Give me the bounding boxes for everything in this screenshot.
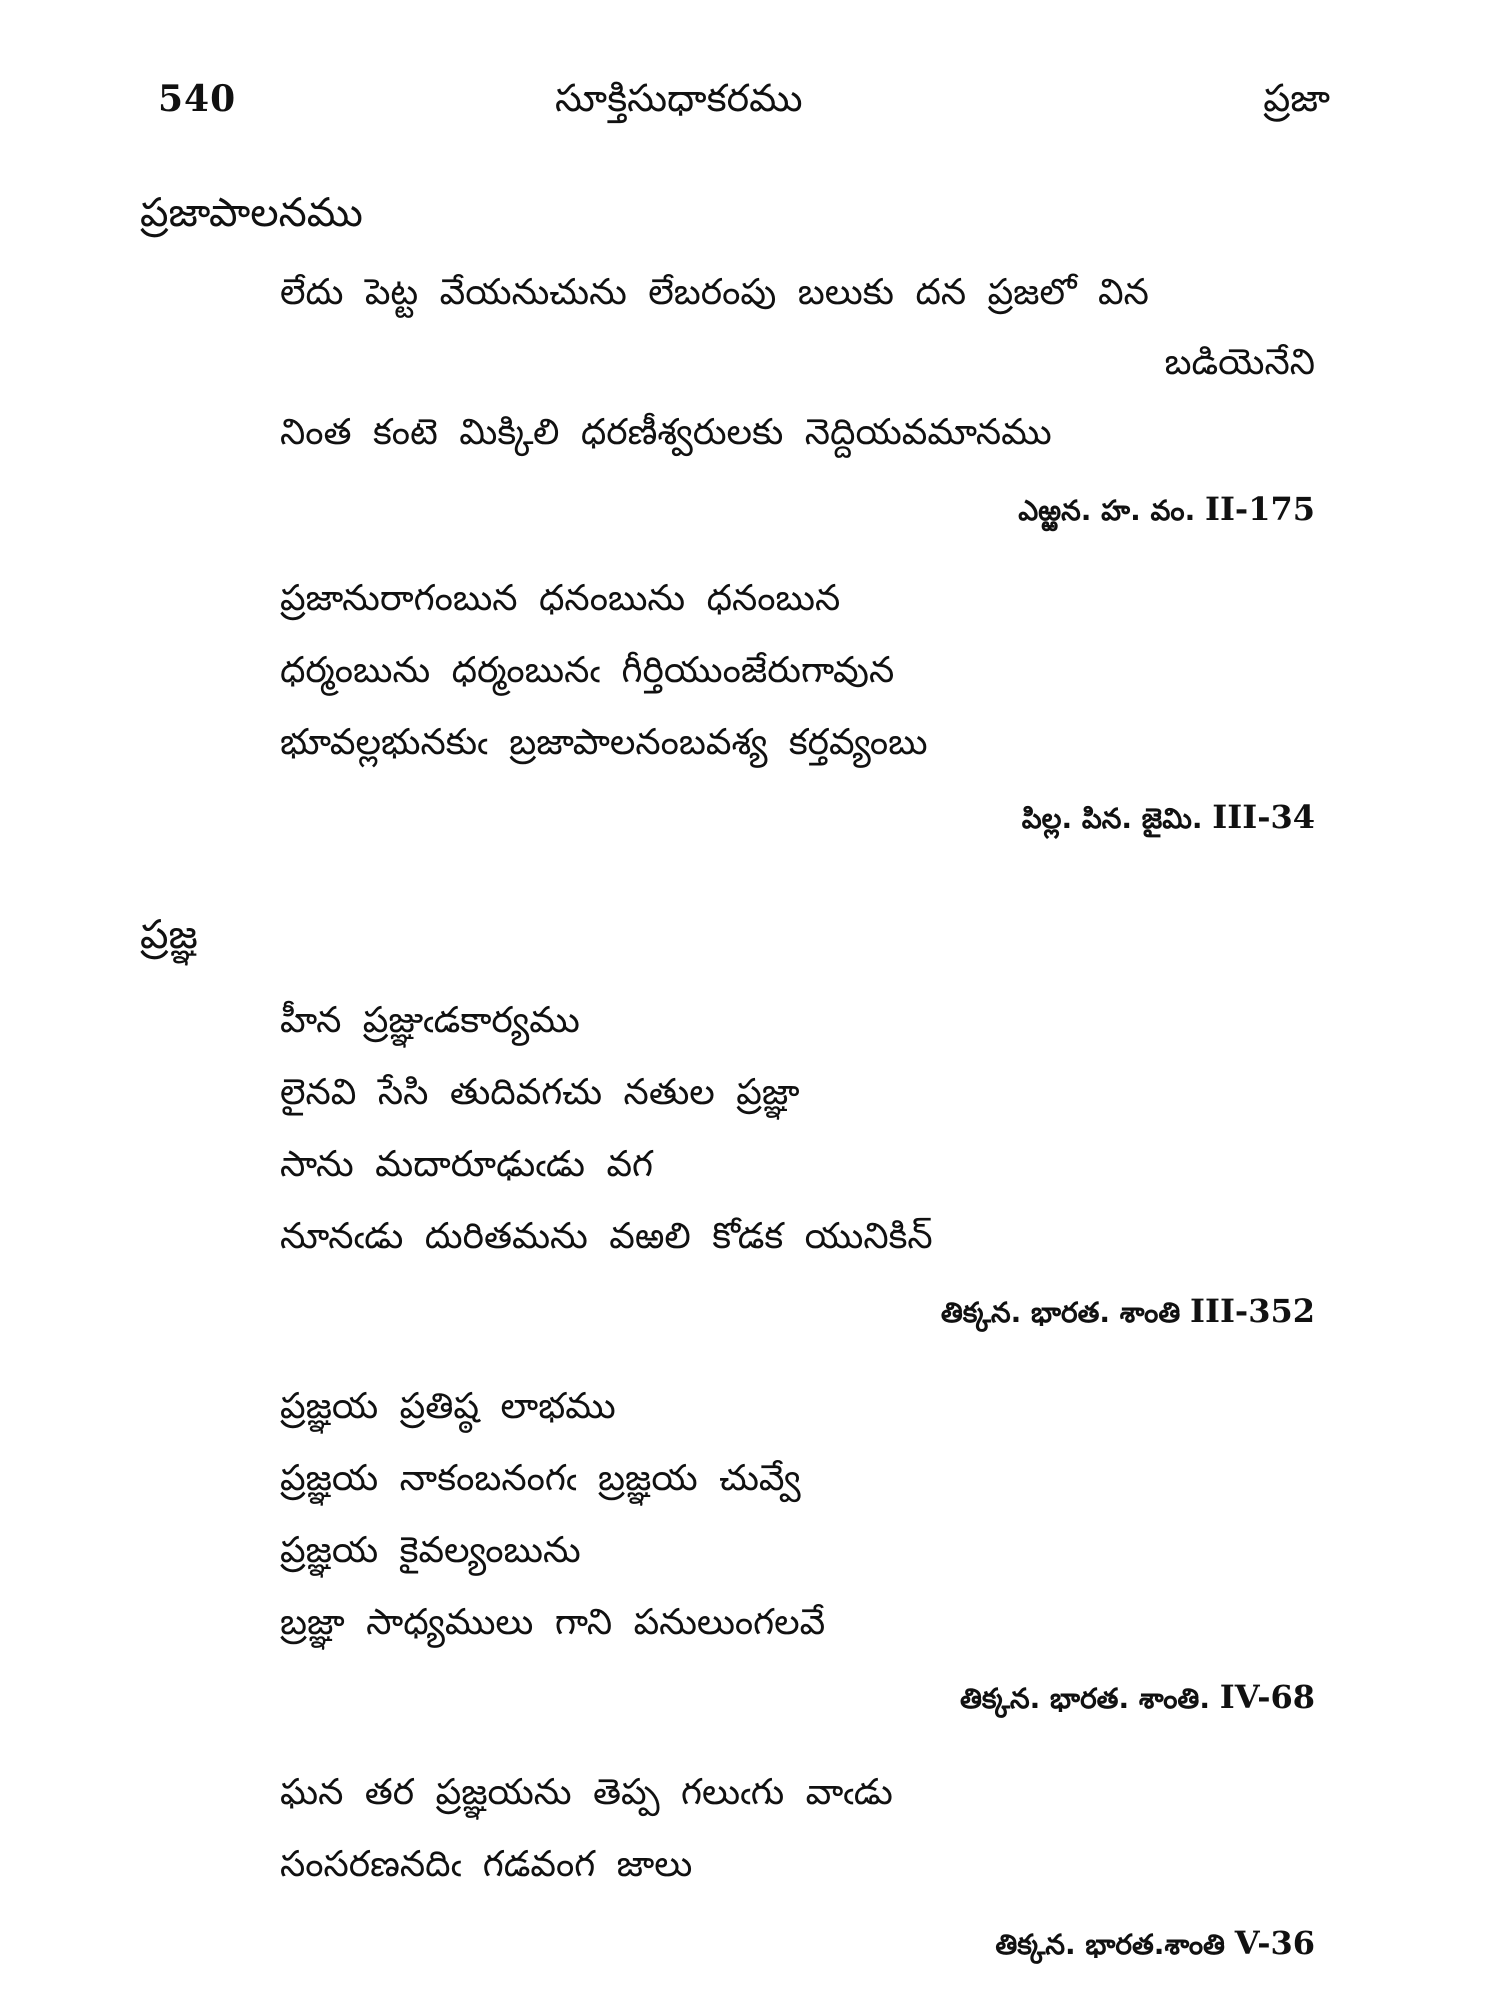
citation-source: తిక్కన. భారత.శాంతి	[995, 1928, 1225, 1961]
citation	[995, 1924, 1315, 1968]
verse-line: ధర్మంబును ధర్మంబునఁ గీర్తియుంజేరుగావున	[280, 650, 895, 691]
citation-source: ఎఱ్ఱన. హ. వం.	[1018, 494, 1196, 527]
verse-line: లైనవి సేసి తుదివగచు నతుల ప్రజ్ఞా	[280, 1072, 800, 1113]
verse-line: ప్రజానురాగంబున ధనంబును ధనంబున	[280, 578, 841, 619]
verse-line: నూనఁడు దురితమను వఱలి కోడక యునికిన్	[280, 1216, 933, 1257]
citation-source: తిక్కన. భారత. శాంతి	[940, 1296, 1181, 1329]
citation-ref: IV-68	[1219, 1678, 1315, 1716]
citation	[1022, 798, 1315, 842]
citation-source: తిక్కన. భారత. శాంతి.	[959, 1682, 1210, 1715]
page-number: 540	[158, 78, 237, 120]
verse-line: భూవల్లభునకుఁ బ్రజాపాలనంబవశ్య కర్తవ్యంబు	[280, 722, 928, 763]
section-heading: ప్రజాపాలనము	[140, 190, 363, 236]
verse-line: ఘన తర ప్రజ్ఞయను తెప్ప గలుఁగు వాఁడు	[280, 1772, 893, 1813]
verse-line: నింత కంటె మిక్కిలి ధరణీశ్వరులకు నెద్దియవమానము	[280, 412, 1052, 453]
citation	[960, 1678, 1315, 1722]
verse-line: ప్రజ్ఞయ కైవల్యంబును	[280, 1530, 581, 1571]
section-marker: ప్రజా	[1263, 76, 1330, 120]
citation-ref: III-352	[1190, 1292, 1315, 1330]
verse-line: ప్రజ్ఞయ ప్రతిష్ఠ లాభము	[280, 1386, 616, 1427]
verse-line: బ్రజ్ఞా సాధ్యములు గాని పనులుంగలవే	[280, 1602, 826, 1643]
citation-ref: III-34	[1212, 798, 1315, 836]
verse-line: బడియెనేని	[1164, 342, 1315, 383]
citation-ref: V-36	[1234, 1924, 1315, 1962]
citation	[1018, 490, 1315, 534]
verse-line: ప్రజ్ఞయ నాకంబనంగఁ బ్రజ్ఞయ చువ్వే	[280, 1458, 801, 1499]
verse-line: లేదు పెట్ట వేయనుచును లేబరంపు బలుకు దన ప్రజలో విన	[280, 272, 1149, 313]
verse-line: సంసరణనదిఁ గడవంగ జాలు	[280, 1844, 693, 1885]
citation	[941, 1292, 1315, 1336]
running-title: సూక్తిసుధాకరము	[555, 76, 803, 120]
section-heading: ప్రజ్ఞ	[140, 912, 198, 958]
citation-source: పిల్ల. పిన. జైమి.	[1021, 802, 1203, 835]
citation-ref: II-175	[1204, 490, 1315, 528]
verse-line: హీన ప్రజ్ఞుఁడకార్యము	[280, 1000, 580, 1041]
verse-line: సాను మదారూఢుఁడు వగ	[280, 1144, 654, 1185]
